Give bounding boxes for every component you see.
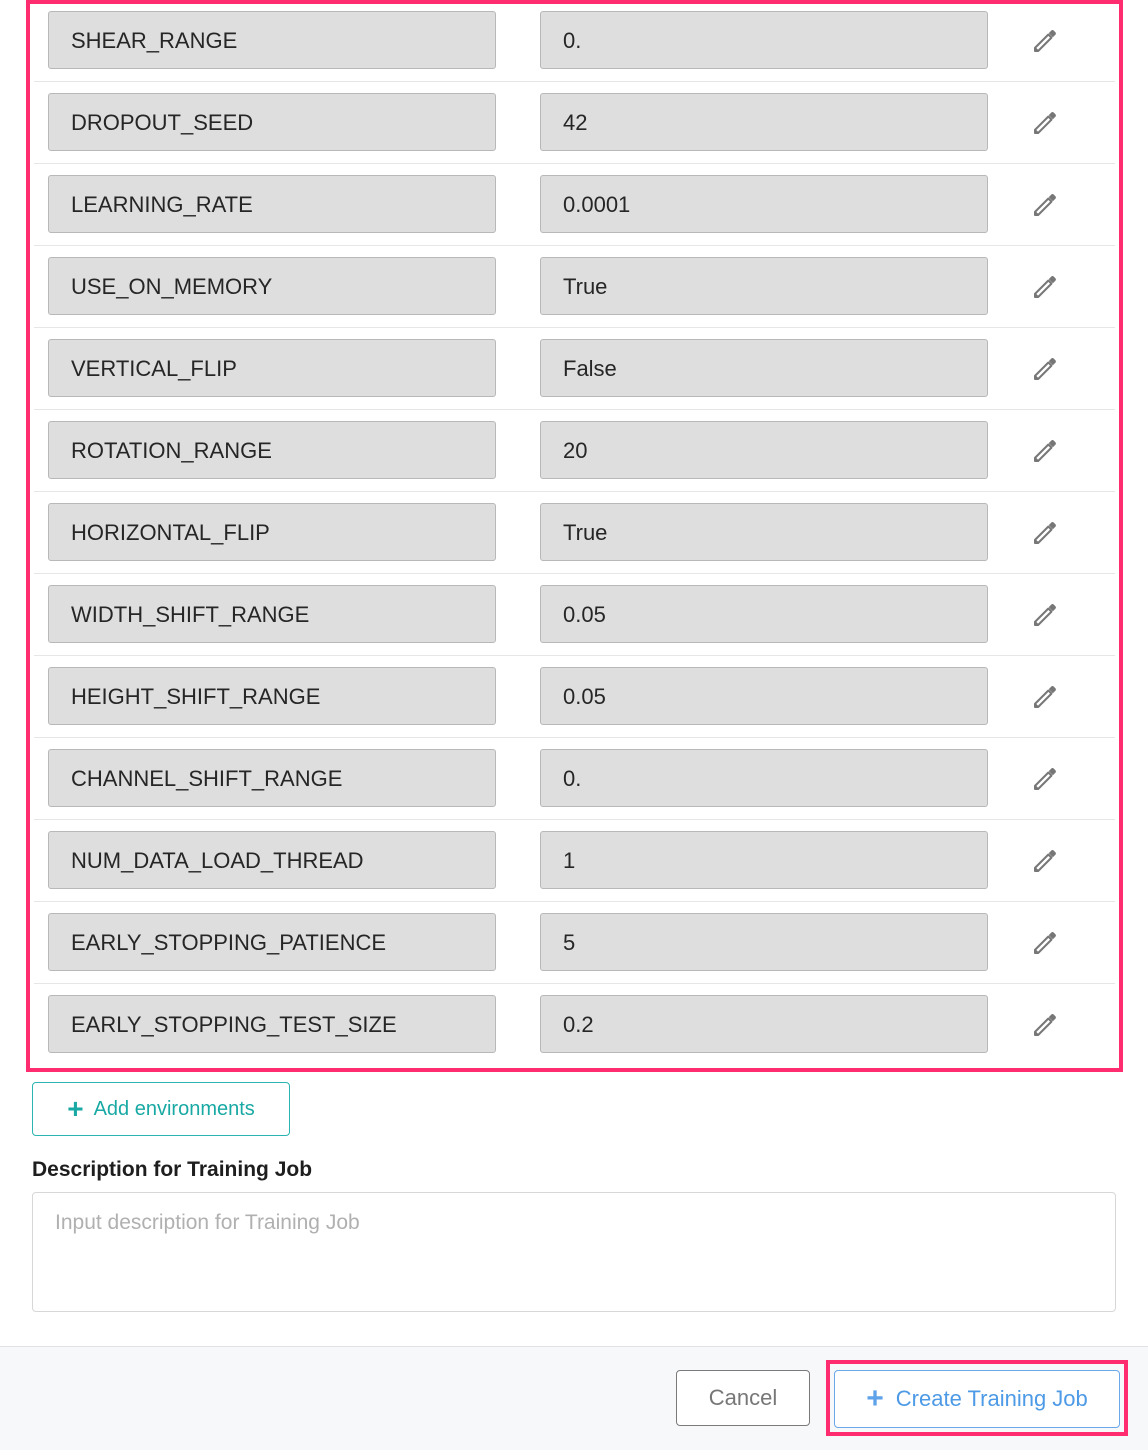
environment-row [34,492,1115,574]
environment-row [34,246,1115,328]
environment-row [34,820,1115,902]
environment-row [34,0,1115,82]
environment-value-field[interactable]: 0.0001 [540,175,988,233]
environment-row [34,984,1115,1066]
pencil-icon[interactable] [1030,682,1060,712]
description-input[interactable] [32,1192,1116,1312]
pencil-icon[interactable] [1030,272,1060,302]
environment-row [34,328,1115,410]
pencil-icon[interactable] [1030,1010,1060,1040]
environment-key-field[interactable]: EARLY_STOPPING_TEST_SIZE [48,995,496,1053]
environment-key-field[interactable]: EARLY_STOPPING_PATIENCE [48,913,496,971]
pencil-icon[interactable] [1030,190,1060,220]
add-environments-label: Add environments [93,1097,255,1120]
pencil-icon[interactable] [1030,354,1060,384]
environment-value-field[interactable]: 0. [540,11,988,69]
environment-value-field[interactable]: 1 [540,831,988,889]
environment-key-field[interactable]: HORIZONTAL_FLIP [48,503,496,561]
pencil-icon[interactable] [1030,600,1060,630]
description-label: Description for Training Job [32,1158,313,1181]
pencil-icon[interactable] [1030,764,1060,794]
environment-list [30,0,1115,1064]
cancel-button[interactable] [676,1370,810,1426]
pencil-icon[interactable] [1030,928,1060,958]
environment-key-field[interactable]: USE_ON_MEMORY [48,257,496,315]
pencil-icon[interactable] [1030,436,1060,466]
environment-value-field[interactable]: 20 [540,421,988,479]
environment-key-field[interactable]: ROTATION_RANGE [48,421,496,479]
create-training-job-label: Create Training Job [895,1386,1088,1411]
pencil-icon[interactable] [1030,518,1060,548]
environment-value-field[interactable]: 0. [540,749,988,807]
environment-value-field[interactable]: False [540,339,988,397]
environment-value-field[interactable]: 0.05 [540,585,988,643]
pencil-icon[interactable] [1030,846,1060,876]
environment-key-field[interactable]: SHEAR_RANGE [48,11,496,69]
plus-icon: + [866,1382,884,1415]
plus-icon: + [67,1093,84,1124]
environment-row [34,656,1115,738]
environment-key-field[interactable]: CHANNEL_SHIFT_RANGE [48,749,496,807]
environment-row [34,902,1115,984]
environment-row [34,738,1115,820]
environment-value-field[interactable]: 0.2 [540,995,988,1053]
pencil-icon[interactable] [1030,26,1060,56]
environment-row [34,164,1115,246]
pencil-icon[interactable] [1030,108,1060,138]
environment-key-field[interactable]: HEIGHT_SHIFT_RANGE [48,667,496,725]
create-training-job-button[interactable] [834,1370,1120,1428]
environment-value-field[interactable]: 42 [540,93,988,151]
environment-value-field[interactable]: True [540,503,988,561]
environment-key-field[interactable]: VERTICAL_FLIP [48,339,496,397]
environment-key-field[interactable]: DROPOUT_SEED [48,93,496,151]
environment-key-field[interactable]: WIDTH_SHIFT_RANGE [48,585,496,643]
environment-row [34,574,1115,656]
environment-value-field[interactable]: True [540,257,988,315]
environment-value-field[interactable]: 5 [540,913,988,971]
environment-row [34,82,1115,164]
cancel-label: Cancel [708,1385,778,1410]
environment-value-field[interactable]: 0.05 [540,667,988,725]
environment-key-field[interactable]: NUM_DATA_LOAD_THREAD [48,831,496,889]
add-environments-button[interactable] [32,1082,290,1136]
environment-row [34,410,1115,492]
environment-key-field[interactable]: LEARNING_RATE [48,175,496,233]
